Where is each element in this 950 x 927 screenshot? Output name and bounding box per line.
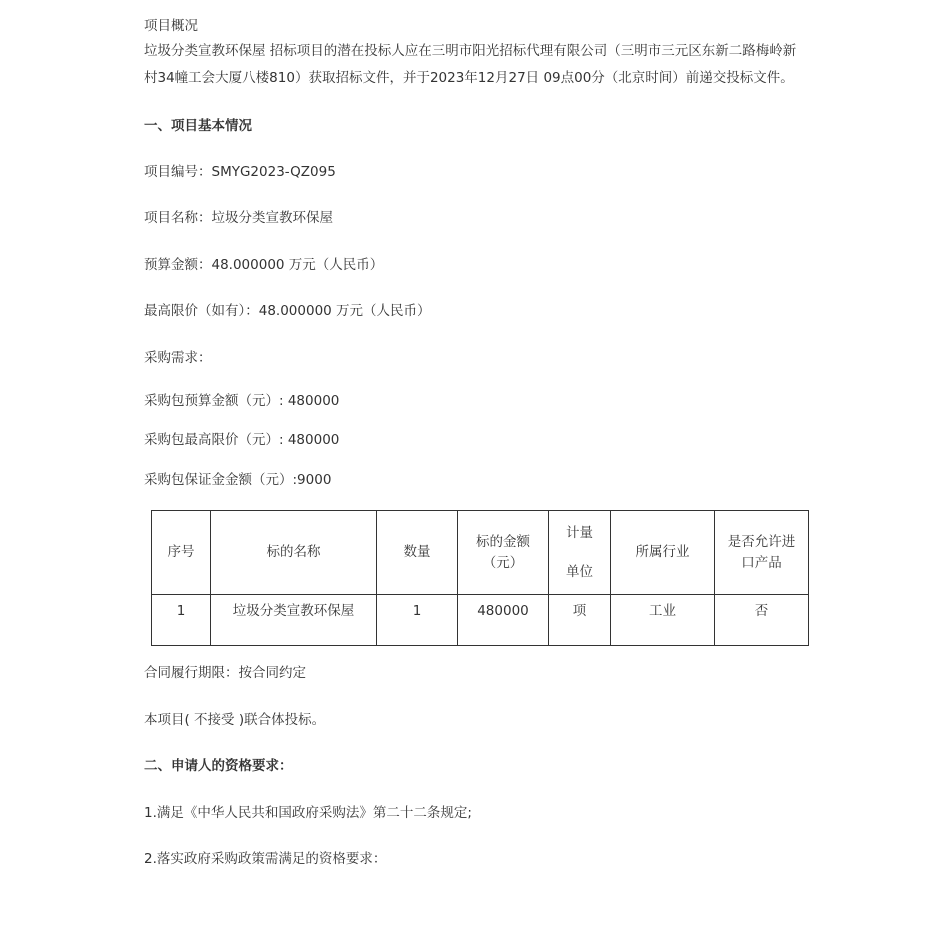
header-amount-line1: 标的金额	[476, 533, 530, 550]
header-import-line2: 口产品	[741, 554, 782, 571]
budget-amount: 预算金额：48.000000 万元（人民币）	[144, 257, 384, 273]
header-amount	[458, 511, 549, 595]
consortium-note: 本项目( 不接受 )联合体投标。	[144, 712, 326, 728]
cell-no: 1	[152, 595, 211, 646]
cell-amount: 480000	[458, 595, 549, 646]
header-amount-line2: （元）	[482, 554, 524, 571]
overview-paragraph: 垃圾分类宣教环保屋 招标项目的潜在投标人应在三明市阳光招标代理有限公司（三明市三元区东新二路梅岭新村34幢工会大厦八楼810）获取招标文件，并于2023年12月27日 09点00分（北京时间）前递交投标文件。	[144, 43, 797, 86]
header-import-line1: 是否允许进	[727, 533, 796, 550]
header-unit	[549, 511, 611, 595]
cell-name: 垃圾分类宣教环保屋	[211, 595, 377, 646]
project-name: 项目名称：垃圾分类宣教环保屋	[144, 210, 333, 226]
contract-period: 合同履行期限：按合同约定	[144, 665, 306, 681]
procurement-items-table	[151, 510, 809, 646]
cell-qty: 1	[377, 595, 458, 646]
header-name: 标的名称	[211, 511, 377, 595]
header-import	[715, 511, 809, 595]
procurement-demand-label: 采购需求：	[144, 350, 212, 366]
cell-unit: 项	[549, 595, 611, 646]
header-unit-line2: 单位	[566, 563, 593, 580]
requirement-2: 2.落实政府采购政策需满足的资格要求：	[144, 851, 387, 867]
project-number: 项目编号：SMYG2023-QZ095	[144, 164, 336, 180]
cell-industry: 工业	[611, 595, 715, 646]
section-1-title: 一、项目基本情况	[144, 118, 252, 134]
cell-import: 否	[715, 595, 809, 646]
package-budget: 采购包预算金额（元）: 480000	[144, 393, 340, 409]
requirement-1: 1.满足《中华人民共和国政府采购法》第二十二条规定;	[144, 805, 472, 821]
header-unit-line1: 计量	[566, 524, 593, 541]
header-qty: 数量	[377, 511, 458, 595]
overview-heading: 项目概况	[144, 18, 198, 34]
max-price: 最高限价（如有）：48.000000 万元（人民币）	[144, 303, 431, 319]
header-industry: 所属行业	[611, 511, 715, 595]
table-header-row	[152, 511, 809, 595]
package-deposit: 采购包保证金金额（元）:9000	[144, 472, 332, 488]
table-row	[152, 595, 809, 646]
section-2-title: 二、申请人的资格要求：	[144, 758, 293, 774]
package-max-price: 采购包最高限价（元）: 480000	[144, 432, 340, 448]
header-no: 序号	[152, 511, 211, 595]
